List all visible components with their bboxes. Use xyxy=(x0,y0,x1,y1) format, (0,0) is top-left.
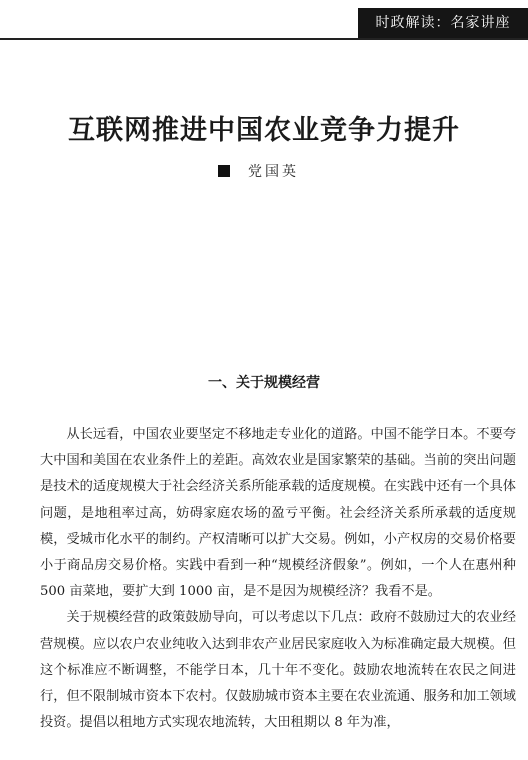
section-banner: 时政解读：名家讲座 xyxy=(358,8,528,38)
byline xyxy=(218,161,299,181)
article-title: 互联网推进中国农业竞争力提升 xyxy=(68,115,460,146)
body-paragraph: 从长远看，中国农业要坚定不移地走专业化的道路。中国不能学日本。不要夸大中国和美国在农业条件上的差距。高效农业是国家繁荣的基础。当前的突出问题是技术的适度规模大于社会经济关系所能承载的适度规模。在实践中还有一个具体问题，是地租率过高，妨碍家庭农场的盈亏平衡。社会经济关系所承载的适度规模，受城市化水平的制约。产权清晰可以扩大交易。例如，小产权房的交易价格要小于商品房交易价格。实践中看到一种“规模经济假象”。例如，一个人在惠州种 500 亩菜地，要扩大到 1000 亩，是不是因为规模经济？我看不是。 xyxy=(40,427,516,600)
square-bullet-icon xyxy=(218,165,230,177)
author-name: 党国英 xyxy=(248,164,299,180)
section-heading: 一、关于规模经营 xyxy=(208,375,320,391)
body-paragraph: 关于规模经营的政策鼓励导向，可以考虑以下几点：政府不鼓励过大的农业经营规模。应以农户农业纯收入达到非农产业居民家庭收入为标准确定最大规模。但这个标准应不断调整，不能学日本，几十年不变化。鼓励农地流转在农民之间进行，但不限制城市资本下农村。仅鼓励城市资本主要在农业流通、服务和加工领域投资。提倡以租地方式实现农地流转，大田租期以 8 年为准， xyxy=(40,610,516,731)
header-rule xyxy=(0,38,528,40)
article-body xyxy=(40,422,516,736)
